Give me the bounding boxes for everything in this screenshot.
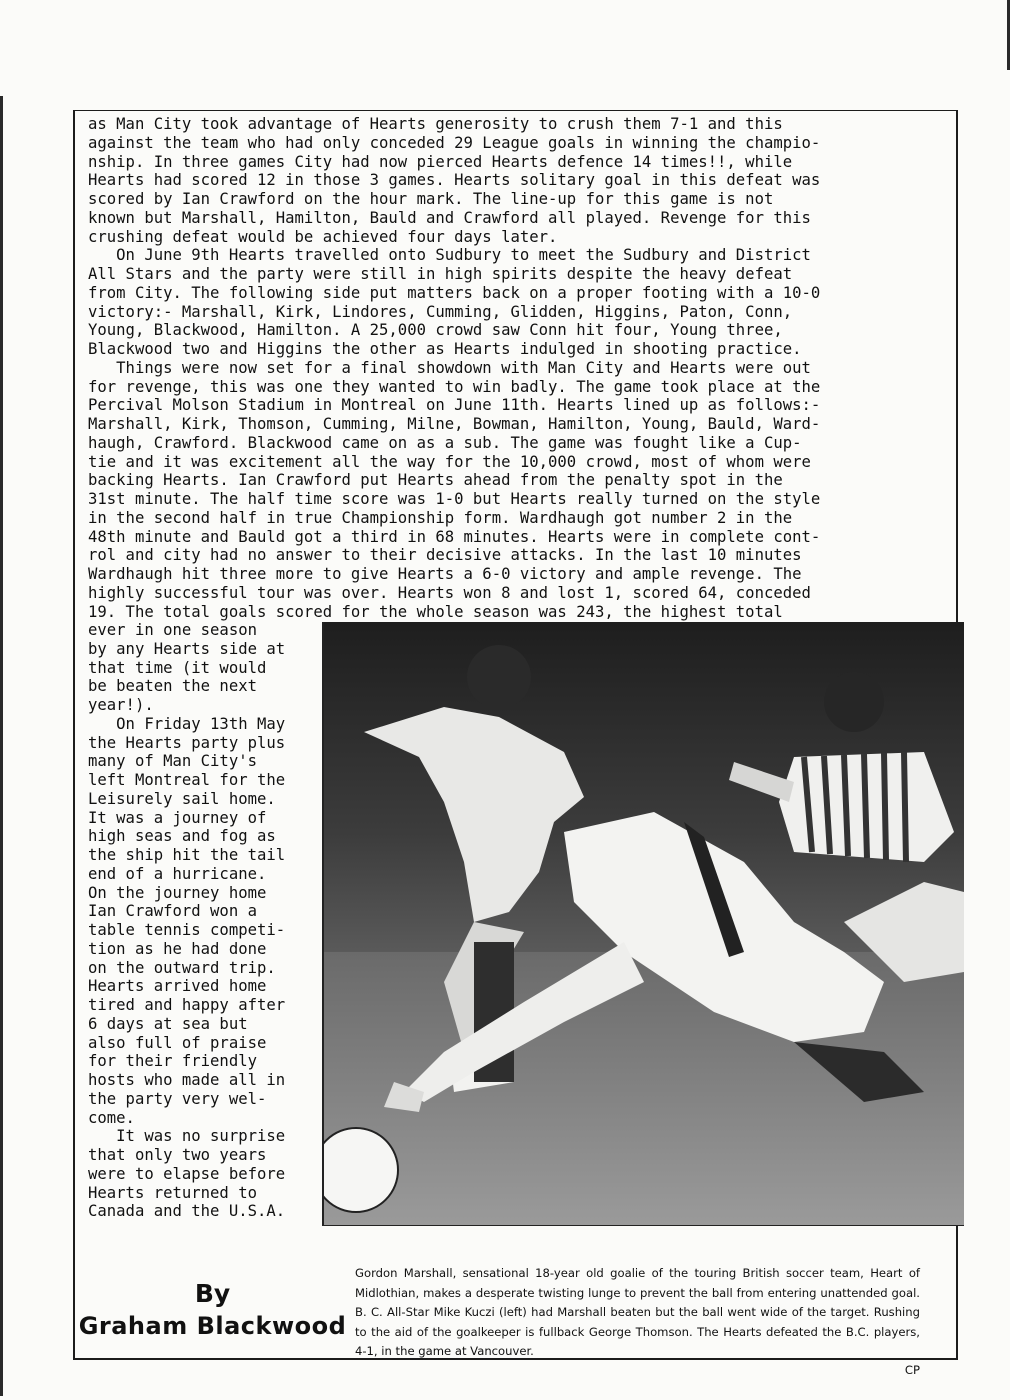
text-line: highly successful tour was over. Hearts won 8 and lost 1, scored 64, conceded [88,583,811,602]
text-line: victory:- Marshall, Kirk, Lindores, Cumming, Glidden, Higgins, Paton, Conn, [88,302,793,321]
page-edge-left [0,96,3,1396]
text-line: on the outward trip. [88,958,276,977]
text-line: the Hearts party plus [88,733,286,752]
text-line: high seas and fog as [88,827,276,846]
text-line: tired and happy after [88,996,286,1014]
text-line: many of Man City's [88,752,257,771]
text-line: as Man City took advantage of Hearts generosity to crush them 7-1 and this [88,115,783,133]
text-line: known but Marshall, Hamilton, Bauld and Crawford all played. Revenge for this [88,208,811,227]
author-byline [70,1278,355,1342]
match-photograph [322,622,964,1226]
text-line: Canada and the U.S.A. [88,1202,286,1221]
text-line: left Montreal for the [88,771,286,789]
text-line: Hearts returned to [88,1183,257,1202]
article-body-top [88,115,953,621]
text-line: Young, Blackwood, Hamilton. A 25,000 crowd saw Conn hit four, Young three, [88,321,783,340]
article-body-side-column [88,621,324,1221]
text-line: 48th minute and Bauld got a third in 68 minutes. Hearts were in complete cont- [88,527,821,546]
text-line: the party very wel- [88,1089,267,1108]
text-line: Wardhaugh hit three more to give Hearts a 6-0 victory and ample revenge. The [88,565,802,583]
text-line: On the journey home [88,883,267,902]
text-line: hosts who made all in [88,1071,286,1089]
text-line: 6 days at sea but [88,1014,248,1033]
text-line: also full of praise [88,1033,267,1052]
text-line: were to elapse before [88,1164,286,1183]
byline-by: By [194,1279,231,1308]
text-line: It was a journey of [88,808,267,827]
text-line: backing Hearts. Ian Crawford put Hearts ahead from the penalty spot in the [88,471,783,490]
text-line: It was no surprise [88,1127,286,1146]
text-line: Leisurely sail home. [88,789,276,808]
text-line: come. [88,1108,135,1127]
text-line: in the second half in true Championship form. Wardhaugh got number 2 in the [88,508,793,527]
byline-author: Graham Blackwood [78,1312,347,1340]
text-line: Ian Crawford won a [88,902,257,921]
text-line: from City. The following side put matters back on a proper footing with a 10-0 [88,283,821,302]
text-line: for their friendly [88,1052,257,1071]
text-line: the ship hit the tail [88,846,286,864]
text-line: Things were now set for a final showdown with Man City and Hearts were out [88,358,811,377]
text-line: be beaten the next [88,677,257,696]
text-line: that only two years [88,1146,267,1164]
text-line: by any Hearts side at [88,639,286,658]
text-line: Percival Molson Stadium in Montreal on June 11th. Hearts lined up as follows:- [88,396,821,415]
text-line: tion as he had done [88,939,267,958]
caption-text: Gordon Marshall, sensational 18-year old goalie of the touring British soccer team, Heart of Midlothian, makes a desperate twisting lunge to prevent the ball from entering unattended goal. B. C. All-Star Mike Kuczi (left) had Marshall beaten but the ball went wide of the target. Rushing to the aid of the goalkeeper is fullback George Thomson. The Hearts defeated the B.C. players, 4-1, in the game at Vancouver. [355,1266,920,1359]
text-line: nship. In three games City had now pierced Hearts defence 14 times!!, while [88,152,793,171]
text-line: scored by Ian Crawford on the hour mark. The line-up for this game is not [88,190,774,208]
text-line: 31st minute. The half time score was 1-0 but Hearts really turned on the style [88,490,821,508]
photo-caption [355,1245,920,1381]
text-line: tie and it was excitement all the way for the 10,000 crowd, most of whom were [88,452,811,471]
text-line: for revenge, this was one they wanted to win badly. The game took place at the [88,377,821,396]
text-line: 19. The total goals scored for the whole season was 243, the highest total [88,602,783,621]
text-line: ever in one season [88,621,257,639]
text-line: rol and city had no answer to their decisive attacks. In the last 10 minutes [88,546,802,565]
text-line: against the team who had only conceded 29 League goals in winning the champio- [88,133,821,152]
text-line: Hearts arrived home [88,977,267,996]
photo-illustration [324,622,964,1225]
text-line: Hearts had scored 12 in those 3 games. Hearts solitary goal in this defeat was [88,171,821,190]
text-line: On Friday 13th May [88,714,286,733]
text-line: All Stars and the party were still in high spirits despite the heavy defeat [88,265,793,283]
text-line: Blackwood two and Higgins the other as Hearts indulged in shooting practice. [88,340,802,358]
photo-credit: CP [904,1363,920,1378]
text-line: that time (it would [88,658,267,677]
text-line: Marshall, Kirk, Thomson, Cumming, Milne, Bowman, Hamilton, Young, Bauld, Ward- [88,415,821,433]
text-line: haugh, Crawford. Blackwood came on as a sub. The game was fought like a Cup- [88,433,802,452]
text-line: end of a hurricane. [88,864,267,883]
text-line: table tennis competi- [88,921,286,939]
text-line: On June 9th Hearts travelled onto Sudbury to meet the Sudbury and District [88,246,811,265]
text-line: crushing defeat would be achieved four days later. [88,227,558,246]
text-line: year!). [88,696,154,714]
